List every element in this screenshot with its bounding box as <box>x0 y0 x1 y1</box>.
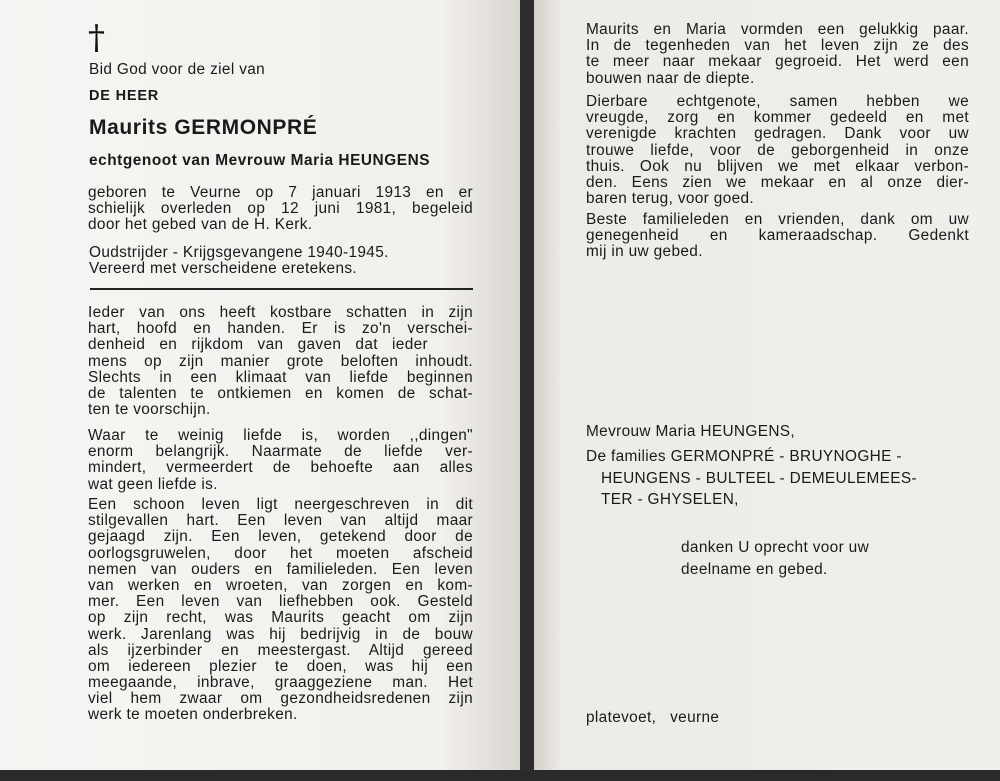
bio-line: geboren te Veurne op 7 januari 1913 en er <box>88 185 473 201</box>
thanks-line: danken U oprecht voor uw <box>681 539 870 556</box>
text-line: Beste familieleden en vrienden, dank om uw <box>586 212 969 228</box>
text-line: Maurits en Maria vormden een gelukkig paar. <box>586 22 969 38</box>
text-line: om iedereen plezier te doen, was hij een <box>88 658 473 675</box>
right-paragraph-1 <box>586 22 969 87</box>
text-line: als ijzerbinder en meestergast. Altijd gereed <box>88 642 473 659</box>
text-line: thuis. Ook nu blijven we met elkaar verbon- <box>586 158 969 175</box>
text-line: mer. Een leven van liefhebben ook. Gesteld <box>88 594 473 611</box>
text-line: Dierbare echtgenote, samen hebben we <box>586 94 969 110</box>
text-line: stilgevallen hart. Een leven van altijd maar <box>88 513 473 530</box>
text-line: In de tegenheden van het leven zijn ze des <box>586 38 969 55</box>
text-line: Een schoon leven ligt neergeschreven in dit <box>88 497 473 513</box>
text-line: verenigde krachten gedragen. Dank voor uw <box>586 126 969 143</box>
service-line: Vereerd met verscheidene eretekens. <box>89 260 358 277</box>
families-line: De families GERMONPRÉ - BRUYNOGHE - <box>586 448 902 465</box>
text-line: op zijn recht, was Maurits geacht om zijn <box>88 610 473 627</box>
text-line: hart, hoofd en handen. Er is zo'n verschei- <box>88 321 473 338</box>
text-line: oorlogsgruwelen, door het moeten afscheid <box>88 545 473 562</box>
text-line: vreugde, zorg en kommer gedeeld en met <box>586 110 969 127</box>
text-line: werk. Jarenlang was hij bedrijvig in de bouw <box>88 626 473 643</box>
right-paragraph-2 <box>586 94 969 207</box>
scan-background-strip <box>0 770 1000 781</box>
text-line: van werken en wroeten, van zorgen en kom- <box>88 577 473 594</box>
text-line: viel hem zwaar om gezondheidsredenen zijn <box>88 691 473 708</box>
text-line: de talenten te ontkiemen en komen de schat- <box>88 385 473 402</box>
service-line: Oudstrijder - Krijgsgevangene 1940-1945. <box>89 244 389 261</box>
text-line: te meer naar mekaar gegroeid. Het werd een <box>586 54 969 71</box>
text-line: wat geen liefde is. <box>88 476 218 493</box>
left-paragraph-1 <box>88 305 473 418</box>
text-line: denheid en rijkdom van gaven dat ieder <box>88 337 428 354</box>
text-line: trouwe liefde, voor de geborgenheid in onze <box>586 142 969 159</box>
text-line: gejaagd zijn. Een leven, getekend door de <box>88 529 473 546</box>
text-line: mindert, vermeerdert de behoefte aan alles <box>88 460 473 477</box>
cross-icon: † <box>88 18 105 58</box>
text-line: bouwen naar de diepte. <box>586 70 755 87</box>
text-line: ten te voorschijn. <box>88 402 211 419</box>
spouse-line: echtgenoot van Mevrouw Maria HEUNGENS <box>89 152 431 169</box>
card-fold-gutter <box>520 0 534 781</box>
text-line: werk te moeten onderbreken. <box>88 707 298 724</box>
intro-line: Bid God voor de ziel van <box>89 61 266 78</box>
text-line: genegenheid en kameraadschap. Gedenkt <box>586 228 969 245</box>
text-line: baren terug, voor goed. <box>586 191 755 208</box>
bio-line: schielijk overleden op 12 juni 1981, begeleid <box>88 201 473 218</box>
text-line: Waar te weinig liefde is, worden ,,dingen" <box>88 428 473 444</box>
text-line: mens op zijn manier grote beloften inhoudt. <box>88 353 473 370</box>
text-line: nemen van ouders en familieleden. Een leven <box>88 561 473 578</box>
left-paragraph-2 <box>88 428 473 493</box>
widow-line: Mevrouw Maria HEUNGENS, <box>586 423 796 440</box>
families-line: TER - GHYSELEN, <box>601 491 739 508</box>
bio-line: door het gebed van de H. Kerk. <box>88 217 313 234</box>
text-line: Slechts in een klimaat van liefde beginnen <box>88 369 473 386</box>
deceased-name: Maurits GERMONPRÉ <box>89 116 318 139</box>
text-line: mij in uw gebed. <box>586 244 703 261</box>
title-prefix: DE HEER <box>89 88 160 104</box>
right-paragraph-3 <box>586 212 969 261</box>
printer-credit: platevoet, veurne <box>586 709 720 726</box>
left-paragraph-3 <box>88 497 473 724</box>
text-line: Ieder van ons heeft kostbare schatten in zijn <box>88 305 473 321</box>
bio-block <box>88 185 473 234</box>
text-line: den. Eens zien we mekaar en al onze dier- <box>586 174 969 191</box>
text-line: enorm belangrijk. Naarmate de liefde ver- <box>88 444 473 461</box>
text-line: meegaande, inbrave, graaggeziene man. Het <box>88 675 473 692</box>
families-line: HEUNGENS - BULTEEL - DEMEULEMEES- <box>601 470 917 487</box>
thanks-line: deelname en gebed. <box>681 561 828 578</box>
divider-rule <box>90 288 473 290</box>
